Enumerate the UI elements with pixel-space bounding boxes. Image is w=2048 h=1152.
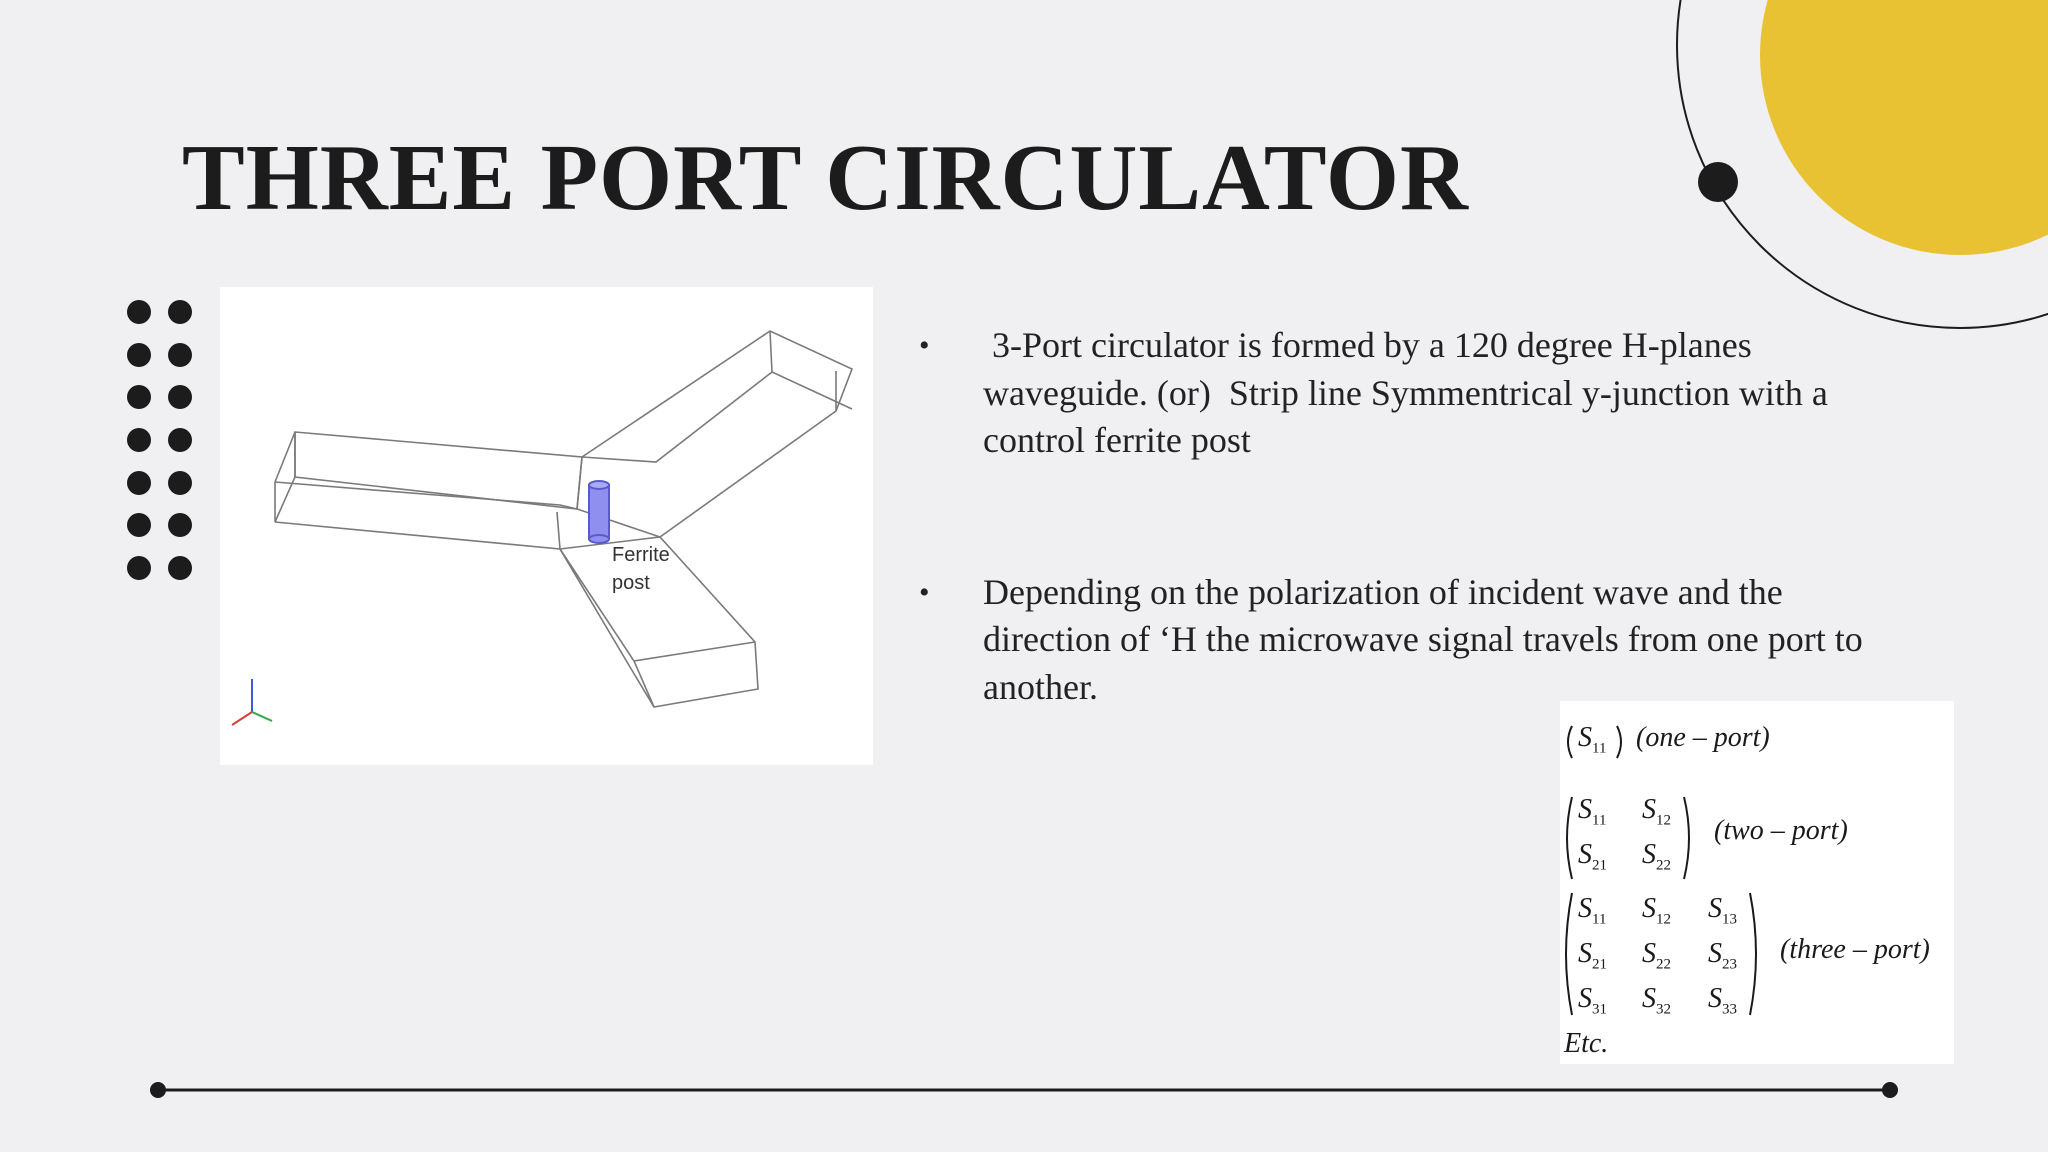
matrix-brackets (1560, 701, 1954, 1064)
circulator-figure (220, 287, 873, 765)
matrix-entry: $S_{23}$ (1708, 938, 1737, 973)
bullet-marker: • (919, 575, 930, 609)
matrix-entry: $S_{11}$ (1578, 893, 1607, 928)
bullet-item (910, 322, 1910, 465)
matrix-entry: $S_{11}$ (1578, 794, 1607, 829)
accent-yellow-circle (1760, 0, 2048, 255)
bullet-text: 3-Port circulator is formed by a 120 degree H-planes waveguide. (or) Strip line Symmentrical y-junction with a control ferrite post (983, 325, 1837, 460)
matrix-entry: $S_{21}$ (1578, 839, 1607, 874)
two-port-label: (two – port) (1714, 815, 1848, 846)
y-junction-diagram (220, 287, 873, 765)
dot-grid (127, 300, 192, 580)
matrix-entry: $S_{11}$ (1578, 722, 1607, 757)
bullet-list (910, 322, 1910, 711)
matrix-entry: $S_{33}$ (1708, 983, 1737, 1018)
matrix-entry: $S_{12}$ (1642, 794, 1671, 829)
matrix-entry: $S_{32}$ (1642, 983, 1671, 1018)
matrix-entry: $S_{22}$ (1642, 938, 1671, 973)
etc-label: Etc. (1564, 1028, 1609, 1059)
one-port-label: (one – port) (1636, 722, 1770, 753)
bullet-item (910, 569, 1910, 712)
accent-black-dot (1698, 162, 1738, 202)
matrix-entry: $S_{21}$ (1578, 938, 1607, 973)
matrix-entry: $S_{13}$ (1708, 893, 1737, 928)
page-title: THREE PORT CIRCULATOR (182, 126, 1469, 230)
bullet-text: Depending on the polarization of incident wave and the direction of ‘H the microwave signal travels from one port to another. (983, 571, 1863, 707)
bullet-marker: • (919, 329, 930, 362)
matrix-entry: $S_{31}$ (1578, 983, 1607, 1018)
bottom-rule (150, 1082, 1898, 1098)
ferrite-post-icon (589, 481, 609, 543)
ferrite-label-line2: post (612, 572, 650, 594)
ferrite-label-line1: Ferrite (612, 544, 670, 566)
three-port-label: (three – port) (1780, 934, 1930, 965)
s-matrix-figure (1560, 701, 1954, 1064)
axis-triad-icon (232, 679, 272, 725)
matrix-entry: $S_{12}$ (1642, 893, 1671, 928)
matrix-entry: $S_{22}$ (1642, 839, 1671, 874)
